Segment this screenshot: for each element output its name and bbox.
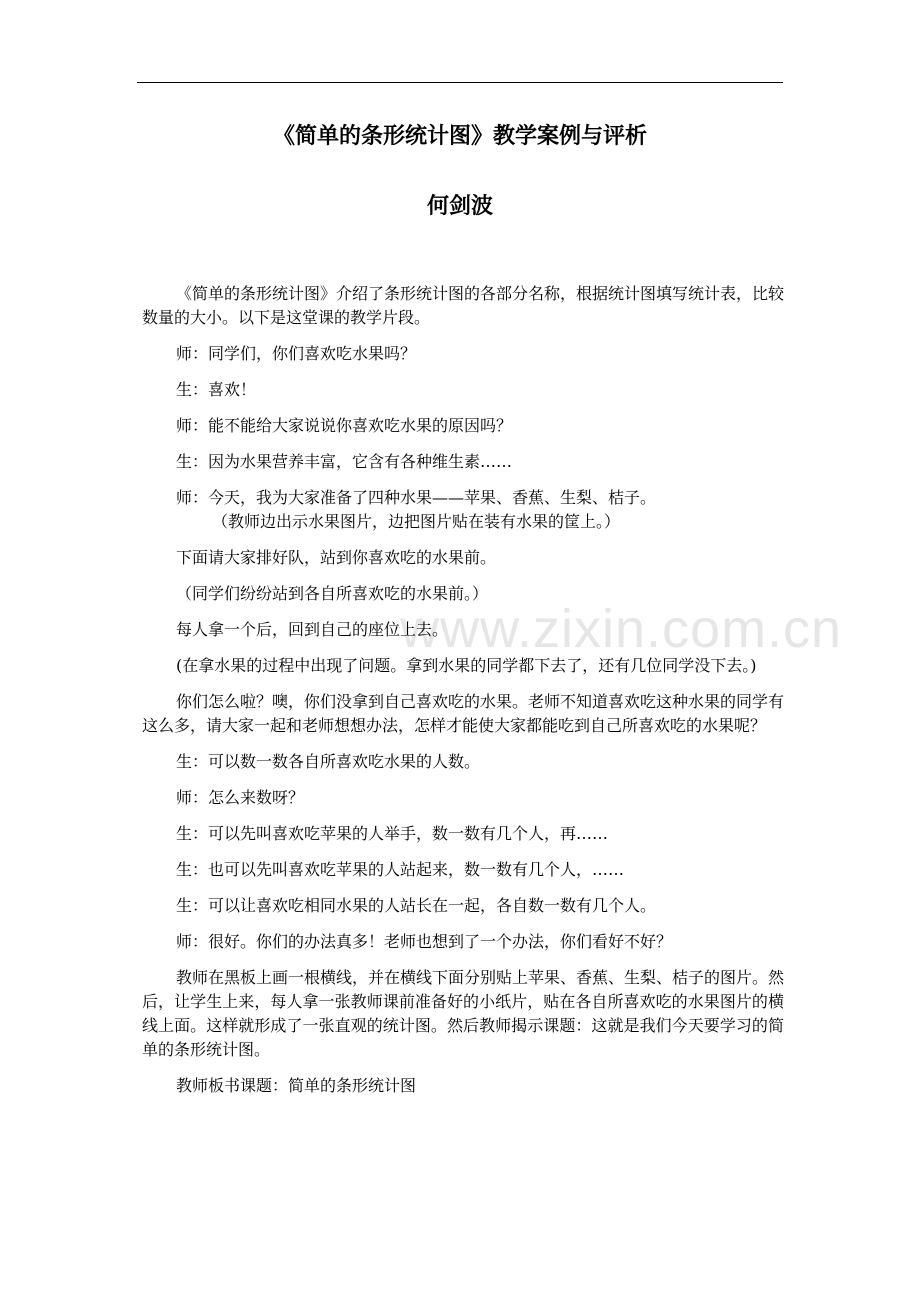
- paragraph: 每人拿一个后，回到自己的座位上去。: [176, 620, 449, 639]
- paragraph-stage-direction: （教师边出示水果图片，边把图片贴在装有水果的筐上。）: [212, 512, 621, 531]
- document-author: 何剑波: [426, 193, 493, 219]
- document-title: 《简单的条形统计图》教学案例与评析: [272, 123, 647, 149]
- header-rule: [137, 82, 783, 83]
- paragraph: 生：可以让喜欢吃相同水果的人站长在一起，各自数一数有几个人。: [176, 896, 657, 915]
- paragraph: 师：今天，我为大家准备了四种水果——苹果、香蕉、生梨、桔子。: [176, 488, 657, 507]
- paragraph: 生：可以数一数各自所喜欢吃水果的人数。: [176, 752, 481, 771]
- paragraph: 师：怎么来数呀？: [176, 788, 305, 807]
- watermark: www.zixin.com.cn: [400, 599, 843, 659]
- paragraph: 教师板书课题：简单的条形统计图: [176, 1076, 417, 1095]
- paragraph-intro: 《简单的条形统计图》介绍了条形统计图的各部分名称，根据统计图填写统计表，比较数量的大小。以下是这堂课的教学片段。: [142, 284, 785, 327]
- paragraph: 师：能不能给大家说说你喜欢吃水果的原因吗？: [176, 416, 513, 435]
- paragraph: 教师在黑板上画一根横线，并在横线下面分别贴上苹果、香蕉、生梨、桔子的图片。然后，让学生上来，每人拿一张教师课前准备好的小纸片，贴在各自所喜欢吃的水果图片的横线上面。这样就形成了一张直观的统计图。然后教师揭示课题：这就是我们今天要学习的简单的条形统计图。: [142, 968, 785, 1059]
- paragraph: 你们怎么啦？噢，你们没拿到自己喜欢吃的水果。老师不知道喜欢吃这种水果的同学有这么多，请大家一起和老师想想办法，怎样才能使大家都能吃到自己所喜欢吃的水果呢？: [142, 692, 785, 735]
- paragraph: 生：可以先叫喜欢吃苹果的人举手，数一数有几个人，再……: [176, 824, 609, 843]
- paragraph: (在拿水果的过程中出现了问题。拿到水果的同学都下去了，还有几位同学没下去。): [176, 656, 757, 675]
- paragraph: 师：很好。你们的办法真多！老师也想到了一个办法，你们看好不好？: [176, 932, 673, 951]
- paragraph: 生：因为水果营养丰富，它含有各种维生素……: [176, 452, 513, 471]
- paragraph: 师：同学们，你们喜欢吃水果吗？: [176, 344, 417, 363]
- paragraph: 生：喜欢！: [176, 380, 257, 399]
- document-body: [142, 282, 784, 1110]
- paragraph: 生：也可以先叫喜欢吃苹果的人站起来，数一数有几个人，……: [176, 860, 625, 879]
- paragraph: （同学们纷纷站到各自所喜欢吃的水果前。）: [176, 584, 489, 603]
- paragraph: 下面请大家排好队，站到你喜欢吃的水果前。: [176, 548, 497, 567]
